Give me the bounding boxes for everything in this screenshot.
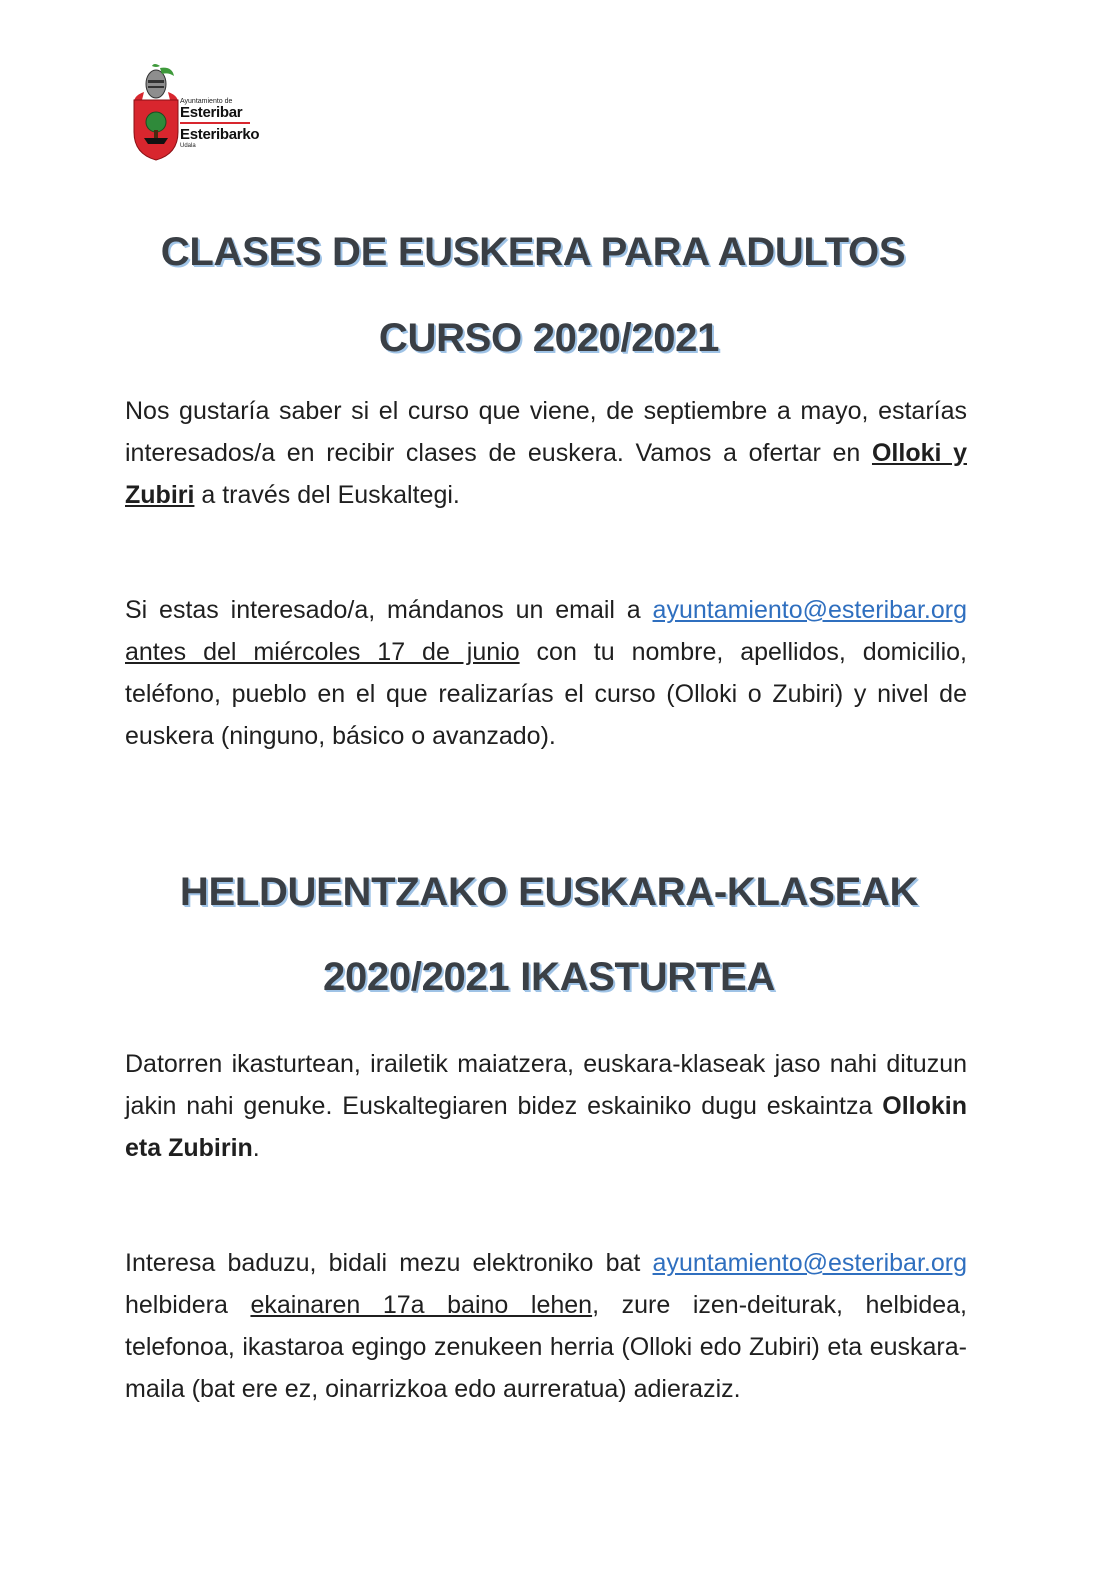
spanish-intro-paragraph bbox=[125, 390, 967, 516]
text-span: a través del Euskaltegi. bbox=[194, 481, 460, 509]
basque-title: HELDUENTZAKO EUSKARA-KLASEAK bbox=[179, 870, 919, 914]
spanish-title: CLASES DE EUSKERA PARA ADULTOS bbox=[160, 230, 906, 274]
logo-text-ayuntamiento: Ayuntamiento de bbox=[180, 98, 233, 105]
email-link-spanish[interactable]: ayuntamiento@esteribar.org bbox=[652, 596, 967, 624]
text-span: helbidera bbox=[125, 1291, 251, 1319]
coat-of-arms-icon bbox=[130, 62, 180, 162]
spanish-contact-paragraph bbox=[125, 589, 967, 757]
spanish-subtitle: CURSO 2020/2021 bbox=[378, 316, 720, 360]
text-span: con tu nombre, apellidos, domicilio, teléfono, pueblo en el que realizarías el curso (Olloki o Zubiri) y nivel de euskera (ninguno, básico o avanzado). bbox=[125, 638, 967, 750]
logo-text-udala: Udala bbox=[180, 143, 196, 149]
logo-divider bbox=[180, 122, 250, 124]
text-span: , zure izen-deiturak, helbidea, telefonoa, ikastaroa egingo zenukeen herria (Olloki edo Zubiri) eta euskara-maila (bat ere ez, oinarrizkoa edo aurreratua) adieraziz. bbox=[125, 1291, 967, 1403]
locations-text-basque: Ollokin eta Zubirin bbox=[125, 1092, 967, 1162]
text-span: Interesa baduzu, bidali mezu elektroniko bat bbox=[125, 1249, 653, 1277]
text-span: Si estas interesado/a, mándanos un email a bbox=[125, 596, 653, 624]
text-span: Nos gustaría saber si el curso que viene, de septiembre a mayo, estarías interesados/a en recibir clases de euskera. Vamos a ofertar en bbox=[125, 397, 967, 467]
basque-subtitle: 2020/2021 IKASTURTEA bbox=[323, 955, 775, 999]
basque-intro-paragraph bbox=[125, 1043, 967, 1169]
deadline-text-basque: ekainaren 17a baino lehen bbox=[250, 1291, 593, 1319]
logo-text-esteribarko: Esteribarko bbox=[180, 126, 260, 143]
deadline-text-spanish: antes del miércoles 17 de junio bbox=[125, 638, 520, 666]
text-span: . bbox=[252, 1134, 260, 1162]
text-span: Datorren ikasturtean, irailetik maiatzera, euskara-klaseak jaso nahi dituzun jakin nahi genuke. Euskaltegiaren bidez eskainiko dugu eskaintza bbox=[125, 1050, 967, 1120]
locations-text: Olloki y Zubiri bbox=[125, 439, 967, 509]
municipality-logo bbox=[130, 62, 280, 167]
logo-text-esteribar: Esteribar bbox=[180, 104, 243, 121]
email-link-basque[interactable]: ayuntamiento@esteribar.org bbox=[652, 1249, 967, 1277]
basque-contact-paragraph bbox=[125, 1242, 967, 1410]
